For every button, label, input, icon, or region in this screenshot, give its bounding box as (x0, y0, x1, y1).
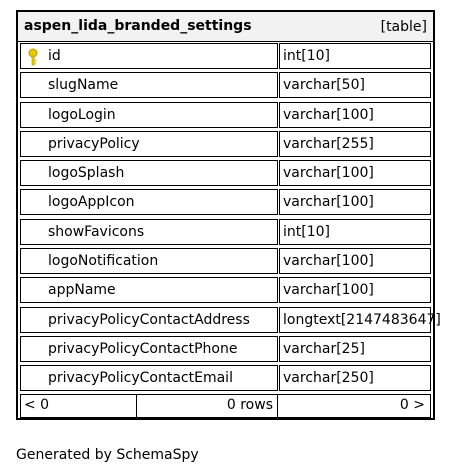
table-type-label: [table] (380, 19, 427, 35)
column-type: varchar[100] (283, 165, 374, 182)
column-type: int[10] (283, 223, 330, 240)
column-type: int[10] (283, 48, 330, 64)
column-name: slugName (48, 77, 119, 94)
column-name: privacyPolicyContactPhone (48, 340, 238, 357)
column-name-cell (20, 160, 278, 186)
column-type-cell (279, 102, 431, 128)
column-row (18, 306, 441, 335)
column-type: varchar[100] (283, 194, 374, 211)
column-type-cell (279, 131, 431, 157)
column-list (18, 42, 441, 394)
column-name-cell (20, 189, 278, 215)
column-name: appName (48, 282, 116, 299)
column-name: privacyPolicyContactAddress (48, 311, 250, 328)
column-row (18, 130, 433, 159)
column-row (18, 188, 433, 217)
column-type-cell (279, 277, 431, 303)
column-row (18, 71, 433, 100)
column-type: varchar[100] (283, 253, 374, 270)
table-name: aspen_lida_branded_settings (24, 18, 252, 34)
column-type-cell (279, 43, 431, 69)
column-name: logoNotification (48, 253, 159, 270)
column-type-cell (279, 248, 431, 274)
column-name: logoSplash (48, 165, 125, 182)
column-name-cell (20, 248, 278, 274)
column-type-cell (279, 189, 431, 215)
column-type: varchar[100] (283, 106, 374, 123)
column-name-cell (20, 131, 278, 157)
column-name: privacyPolicy (48, 135, 140, 152)
primary-key-icon (27, 48, 39, 66)
column-type-cell (279, 336, 431, 362)
column-type: varchar[25] (283, 340, 365, 357)
column-name-cell (20, 336, 278, 362)
column-name: logoAppIcon (48, 194, 135, 211)
column-type: varchar[250] (283, 370, 374, 387)
column-name: showFavicons (48, 223, 145, 240)
column-name-cell (20, 277, 278, 303)
table-footer (18, 394, 433, 418)
column-type-cell (279, 219, 431, 245)
column-type: varchar[255] (283, 135, 374, 152)
column-name: logoLogin (48, 106, 116, 123)
column-type-cell (279, 365, 431, 391)
column-row (18, 364, 433, 393)
column-row (18, 335, 433, 364)
column-name-cell (20, 72, 278, 98)
column-row (18, 159, 433, 188)
column-type: longtext[2147483647] (283, 311, 441, 328)
column-row (18, 276, 433, 305)
column-type-cell (279, 72, 431, 98)
column-name: id (48, 48, 61, 64)
column-name-cell (20, 219, 278, 245)
column-row (18, 247, 433, 276)
table-entity (16, 10, 441, 420)
column-type: varchar[50] (283, 77, 365, 94)
column-row (18, 218, 433, 247)
column-row (18, 101, 433, 130)
table-header (18, 12, 433, 42)
column-name-cell (20, 307, 278, 333)
column-name: privacyPolicyContactEmail (48, 370, 233, 387)
parents-count: < 0 (20, 394, 137, 418)
row-count: 0 rows (136, 394, 278, 418)
children-count: 0 > (277, 394, 431, 418)
column-name-cell (20, 365, 278, 391)
generated-by-text: Generated by SchemaSpy (16, 447, 199, 463)
column-row (18, 42, 433, 71)
column-type-cell (279, 307, 441, 333)
column-type-cell (279, 160, 431, 186)
column-type: varchar[100] (283, 282, 374, 299)
column-name-cell (20, 43, 278, 69)
column-name-cell (20, 102, 278, 128)
